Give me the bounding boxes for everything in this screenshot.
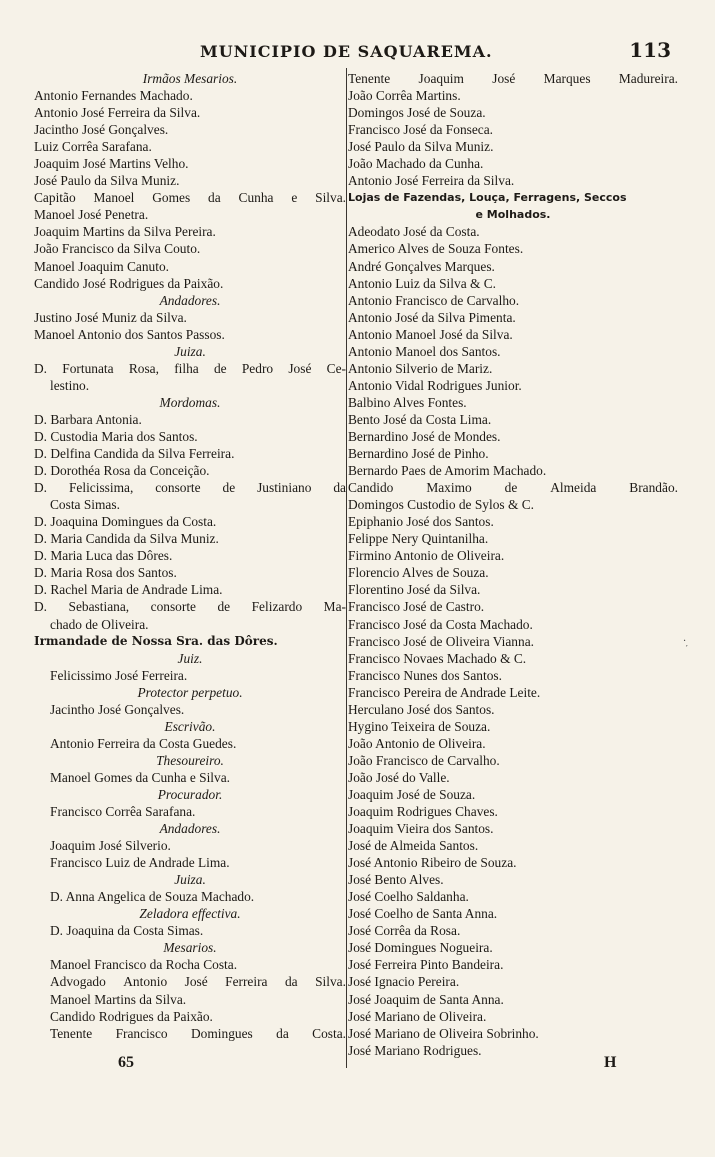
- list-item: Hygino Teixeira de Souza.: [348, 718, 491, 734]
- list-item: Antonio Fernandes Machado.: [34, 88, 193, 104]
- list-item: D. Maria Candida da Silva Muniz.: [34, 531, 219, 547]
- list-item: Antonio José Ferreira da Silva.: [348, 173, 515, 189]
- section-heading: Protector perpetuo.: [137, 684, 243, 700]
- list-item: Bernardino José de Pinho.: [348, 446, 489, 462]
- list-item: chado de Oliveira.: [50, 616, 149, 632]
- list-item: José Mariano Rodrigues.: [348, 1042, 482, 1058]
- list-item: José Paulo da Silva Muniz.: [348, 139, 494, 155]
- signature-number: 65: [118, 1054, 134, 1071]
- list-item: Americo Alves de Souza Fontes.: [348, 241, 524, 257]
- list-item: D. Joaquina da Costa Simas.: [50, 923, 204, 939]
- right-column: [348, 70, 678, 1059]
- list-item: D. Sebastiana, consorte de Felizardo Ma-: [34, 599, 346, 615]
- list-item: Capitão Manoel Gomes da Cunha e Silva.: [34, 190, 346, 206]
- list-item: Felippe Nery Quintanilha.: [348, 531, 489, 547]
- list-item: D. Maria Rosa dos Santos.: [34, 565, 177, 581]
- list-item: Florencio Alves de Souza.: [348, 565, 489, 581]
- list-item: José Mariano de Oliveira.: [348, 1008, 487, 1024]
- list-item: Antonio Vidal Rodrigues Junior.: [348, 377, 522, 393]
- list-item: Joaquim Rodrigues Chaves.: [348, 804, 498, 820]
- section-heading: Mesarios.: [163, 940, 217, 956]
- list-item: Joaquim José Martins Velho.: [34, 156, 189, 172]
- list-item: Justino José Muniz da Silva.: [34, 309, 187, 325]
- list-item: Antonio José da Silva Pimenta.: [348, 309, 516, 325]
- margin-mark: · ̦: [683, 636, 690, 647]
- column-divider: [346, 68, 347, 1068]
- list-item: Antonio Manoel dos Santos.: [348, 343, 501, 359]
- page-title: MUNICIPIO DE SAQUAREMA.: [200, 42, 493, 61]
- list-item: José Ferreira Pinto Bandeira.: [348, 957, 504, 973]
- list-item: Manoel Antonio dos Santos Passos.: [34, 326, 225, 342]
- list-item: José Ignacio Pereira.: [348, 974, 460, 990]
- list-item: Antonio José Ferreira da Silva.: [34, 105, 201, 121]
- section-heading: Juiz.: [177, 650, 203, 666]
- list-item: Joaquim José Silverio.: [50, 838, 171, 854]
- list-item: Firmino Antonio de Oliveira.: [348, 548, 505, 564]
- list-item: Candido Maximo de Almeida Brandão.: [348, 480, 678, 496]
- list-item: João Francisco de Carvalho.: [348, 752, 500, 768]
- list-item: Francisco Luiz de Andrade Lima.: [50, 855, 230, 871]
- list-item: D. Custodia Maria dos Santos.: [34, 428, 198, 444]
- list-item: D. Anna Angelica de Souza Machado.: [50, 889, 255, 905]
- list-item: Francisco Novaes Machado & C.: [348, 650, 527, 666]
- list-item: D. Felicissima, consorte de Justiniano da: [34, 480, 346, 496]
- section-heading: Escrivão.: [164, 718, 216, 734]
- list-item: Manoel Joaquim Canuto.: [34, 258, 170, 274]
- list-item: Antonio Ferreira da Costa Guedes.: [50, 735, 237, 751]
- list-item: José Coelho Saldanha.: [348, 889, 469, 905]
- list-item: D. Fortunata Rosa, filha de Pedro José Ce-: [34, 360, 346, 376]
- list-item: D. Dorothéa Rosa da Conceição.: [34, 463, 210, 479]
- list-item: Tenente Joaquim José Marques Madureira.: [348, 71, 678, 86]
- section-heading: Andadores.: [159, 292, 221, 308]
- section-heading: Irmãos Mesarios.: [142, 71, 238, 86]
- list-item: André Gonçalves Marques.: [348, 258, 495, 274]
- list-item: Francisco José da Costa Machado.: [348, 616, 533, 632]
- list-item: João Francisco da Silva Couto.: [34, 241, 201, 257]
- list-item: Bernardino José de Mondes.: [348, 428, 501, 444]
- signature-letter: H: [604, 1054, 617, 1071]
- list-item: Florentino José da Silva.: [348, 582, 481, 598]
- list-item: Antonio Manoel José da Silva.: [348, 326, 513, 342]
- list-item: Costa Simas.: [50, 497, 120, 513]
- list-item: D. Rachel Maria de Andrade Lima.: [34, 582, 223, 598]
- list-item: Luiz Corrêa Sarafana.: [34, 139, 152, 155]
- list-item: D. Delfina Candida da Silva Ferreira.: [34, 446, 235, 462]
- list-item: Antonio Silverio de Mariz.: [348, 360, 493, 376]
- list-item: D. Barbara Antonia.: [34, 411, 142, 427]
- list-item: José Coelho de Santa Anna.: [348, 906, 498, 922]
- list-item: D. Maria Luca das Dôres.: [34, 548, 173, 564]
- list-item: Felicissimo José Ferreira.: [50, 667, 188, 683]
- list-item: D. Joaquina Domingues da Costa.: [34, 514, 217, 530]
- list-item: João Machado da Cunha.: [348, 156, 484, 172]
- section-title: Irmandade de Nossa Sra. das Dôres.: [34, 633, 278, 648]
- list-item: João Corrêa Martins.: [348, 88, 461, 104]
- list-item: Antonio Francisco de Carvalho.: [348, 292, 520, 308]
- list-item: Manoel Gomes da Cunha e Silva.: [50, 769, 230, 785]
- list-item: Adeodato José da Costa.: [348, 224, 480, 240]
- list-item: José Mariano de Oliveira Sobrinho.: [348, 1025, 539, 1041]
- list-item: Joaquim Vieira dos Santos.: [348, 821, 494, 837]
- section-title: e Molhados.: [475, 208, 551, 222]
- section-heading: Procurador.: [157, 786, 223, 802]
- list-item: Candido Rodrigues da Paixão.: [50, 1008, 213, 1024]
- page-footer: [0, 1054, 715, 1078]
- list-item: lestino.: [50, 377, 90, 393]
- list-item: José de Almeida Santos.: [348, 838, 479, 854]
- section-heading: Juiza.: [174, 343, 206, 359]
- list-item: Joaquim Martins da Silva Pereira.: [34, 224, 216, 240]
- list-item: Epiphanio José dos Santos.: [348, 514, 494, 530]
- list-item: José Domingues Nogueira.: [348, 940, 493, 956]
- section-heading: Zeladora effectiva.: [139, 906, 241, 922]
- list-item: João José do Valle.: [348, 769, 450, 785]
- list-item: Candido José Rodrigues da Paixão.: [34, 275, 224, 291]
- list-item: Jacintho José Gonçalves.: [50, 701, 185, 717]
- list-item: João Antonio de Oliveira.: [348, 735, 486, 751]
- list-item: Manoel José Penetra.: [34, 207, 149, 223]
- list-item: José Paulo da Silva Muniz.: [34, 173, 180, 189]
- list-item: Jacintho José Gonçalves.: [34, 122, 169, 138]
- list-item: Joaquim José de Souza.: [348, 786, 476, 802]
- list-item: Francisco Corrêa Sarafana.: [50, 804, 196, 820]
- list-item: Francisco José de Castro.: [348, 599, 485, 615]
- section-heading: Juiza.: [174, 872, 206, 888]
- list-item: Francisco José de Oliveira Vianna.: [348, 633, 534, 649]
- list-item: José Antonio Ribeiro de Souza.: [348, 855, 517, 871]
- list-item: Manoel Martins da Silva.: [50, 991, 187, 1007]
- list-item: Tenente Francisco Domingues da Costa.: [50, 1025, 346, 1041]
- list-item: Domingos Custodio de Sylos & C.: [348, 497, 535, 513]
- list-item: Francisco Nunes dos Santos.: [348, 667, 502, 683]
- list-item: Balbino Alves Fontes.: [348, 394, 467, 410]
- list-item: Domingos José de Souza.: [348, 105, 486, 121]
- list-item: Bento José da Costa Lima.: [348, 411, 492, 427]
- list-item: José Bento Alves.: [348, 872, 444, 888]
- section-heading: Thesoureiro.: [156, 752, 224, 768]
- section-heading: Andadores.: [159, 821, 221, 837]
- section-title: Lojas de Fazendas, Louça, Ferragens, Seccos: [348, 191, 627, 205]
- section-heading: Mordomas.: [159, 394, 221, 410]
- list-item: Bernardo Paes de Amorim Machado.: [348, 463, 547, 479]
- list-item: Antonio Luiz da Silva & C.: [348, 275, 497, 291]
- page-number: 113: [629, 38, 671, 62]
- list-item: José Corrêa da Rosa.: [348, 923, 461, 939]
- page-header: [0, 38, 715, 72]
- list-item: Francisco José da Fonseca.: [348, 122, 494, 138]
- left-column: [34, 70, 346, 1042]
- list-item: Herculano José dos Santos.: [348, 701, 495, 717]
- list-item: José Joaquim de Santa Anna.: [348, 991, 504, 1007]
- list-item: Francisco Pereira de Andrade Leite.: [348, 684, 541, 700]
- list-item: Manoel Francisco da Rocha Costa.: [50, 957, 238, 973]
- list-item: Advogado Antonio José Ferreira da Silva.: [50, 974, 346, 990]
